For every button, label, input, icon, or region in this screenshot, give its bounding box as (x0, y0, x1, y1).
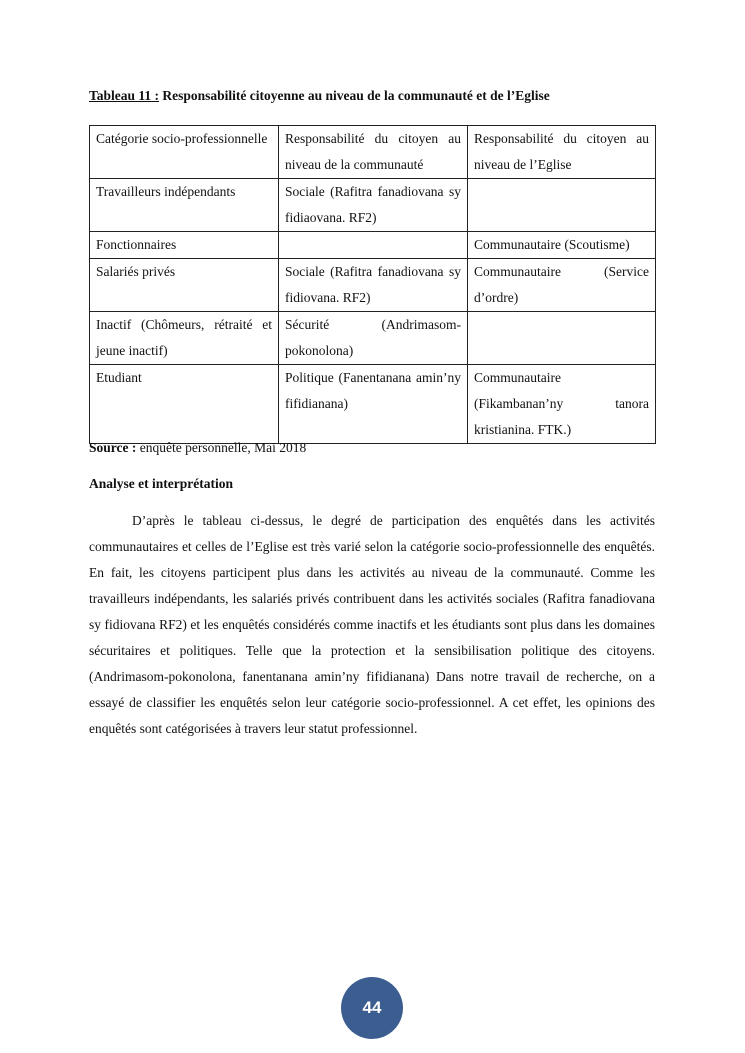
table-cell: Etudiant (90, 365, 279, 444)
table-cell: Communautaire (Scoutisme) (468, 232, 656, 259)
table-cell: Inactif (Chômeurs, rétraité et jeune inactif) (90, 312, 279, 365)
table-cell: Salariés privés (90, 259, 279, 312)
table-source (89, 440, 306, 456)
page-number: 44 (362, 998, 382, 1017)
table-cell: Sociale (Rafitra fanadiovana sy fidiovana. RF2) (279, 259, 468, 312)
analysis-paragraph: D’après le tableau ci-dessus, le degré de participation des enquêtés dans les activités communautaires et celles de l’Eglise est très varié selon la catégorie socio-professionnelle des enquêtés. En fait, les citoyens participent plus dans les activités au niveau de la communauté. Comme les travailleurs indépendants, les salariés privés contribuent dans les activités sociales (Rafitra fanadiovana sy fidiovana RF2) et les enquêtés considérés comme inactifs et les étudiants sont plus dans les domaines sécuritaires et politiques. Telle que la protection et la sensibilisation politique des citoyens. (Andrimasom-pokonolona, fanentanana amin’ny fifidianana) Dans notre travail de recherche, on a essayé de classifier les enquêtés selon leur catégorie socio-professionnel. A cet effet, les opinions des enquêtés sont catégorisées à travers leur statut professionnel. (89, 513, 655, 736)
table-cell (468, 179, 656, 232)
page-number-badge (341, 977, 403, 1039)
table-caption-label: Tableau 11 : (89, 88, 160, 103)
table-cell: Sociale (Rafitra fanadiovana sy fidiaovana. RF2) (279, 179, 468, 232)
data-table (89, 125, 656, 444)
table-cell: Politique (Fanentanana amin’ny fifidianana) (279, 365, 468, 444)
table-cell: Sécurité (Andrimasom-pokonolona) (279, 312, 468, 365)
header-cell: Catégorie socio-professionnelle (90, 126, 279, 179)
table-row (90, 179, 656, 232)
table-cell (279, 232, 468, 259)
header-cell: Responsabilité du citoyen au niveau de l’Eglise (468, 126, 656, 179)
table-cell: Communautaire (Service d’ordre) (468, 259, 656, 312)
table-caption (89, 88, 550, 104)
source-text: enquête personnelle, Mai 2018 (136, 440, 307, 455)
table-cell: Communautaire (Fikambanan’ny tanora kristianina. FTK.) (468, 365, 656, 444)
table-row (90, 259, 656, 312)
table-cell: Fonctionnaires (90, 232, 279, 259)
table-caption-title: Responsabilité citoyenne au niveau de la communauté et de l’Eglise (159, 88, 550, 103)
table-row (90, 365, 656, 444)
table-header-row (90, 126, 656, 179)
source-label: Source : (89, 440, 137, 455)
table-row (90, 312, 656, 365)
analysis-heading: Analyse et interprétation (89, 476, 233, 491)
table-cell (468, 312, 656, 365)
header-cell: Responsabilité du citoyen au niveau de la communauté (279, 126, 468, 179)
table-cell: Travailleurs indépendants (90, 179, 279, 232)
table-row (90, 232, 656, 259)
